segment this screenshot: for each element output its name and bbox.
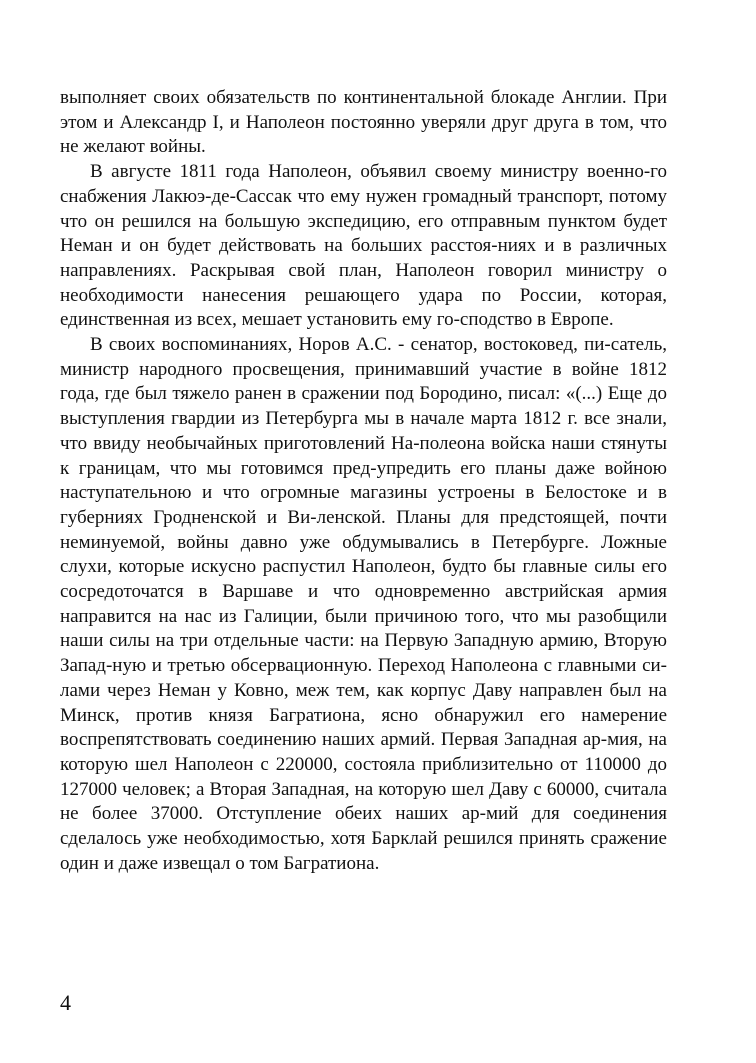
paragraph-norov-memoirs: В своих воспоминаниях, Норов А.С. - сенатор, востоковед, пи-сатель, министр народного просвещения, принимавший участие в войне 1812 года, где был тяжело ранен в сражении под Бородино, писал: «(...) Еще до выступления гвардии из Петербурга мы в начале марта 1812 г. все знали, что ввиду необычайных приготовлений На-полеона войска наши стянуты к границам, что мы готовимся пред-упредить его планы даже войною наступательною и что огромные магазины устроены в Белостоке и в губерниях Гродненской и Ви-ленской. Планы для предстоящей, почти неминуемой, войны давно уже обдумывались в Петербурге. Ложные слухи, которые искусно распустил Наполеон, будто бы главные силы его сосредоточатся в Варшаве и что одновременно австрийская армия направится на нас из Галиции, были причиною того, что мы разобщили наши силы на три отдельные части: на Первую Западную армию, Вторую Запад-ную и третью обсервационную. Переход Наполеона с главными си-лами через Неман у Ковно, меж тем, как корпус Даву направлен был на Минск, против князя Багратиона, ясно обнаружил его намерение воспрепятствовать соединению наших армий. Первая Западная ар-мия, на которую шел Наполеон с 220000, состояла приблизительно от 110000 до 127000 человек; а Вторая Западная, на которую шел Даву с 60000, считала не более 37000. Отступление обеих наших ар-мий для соединения сделалось уже необходимостью, хотя Барклай решился принять сражение один и даже извещал о том Багратиона. [60,334,667,874]
page-body [60,86,667,877]
page-number: 4 [60,990,71,1015]
paragraph-continuation: выполняет своих обязательств по континентальной блокаде Англии. При этом и Александр I, и Наполеон постоянно уверяли друг друга в том, что не желают войны. [60,87,667,158]
paragraph-august-1811: В августе 1811 года Наполеон, объявил своему министру военно-го снабжения Лакюэ-де-Сассак что ему нужен громадный транспорт, потому что он решился на большую экспедицию, его отправным пунктом будет Неман и он будет действовать на больших расстоя-ниях и в различных направлениях. Раскрывая свой план, Наполеон говорил министру о необходимости нанесения решающего удара по России, которая, единственная из всех, мешает установить ему го-сподство в Европе. [60,161,667,331]
